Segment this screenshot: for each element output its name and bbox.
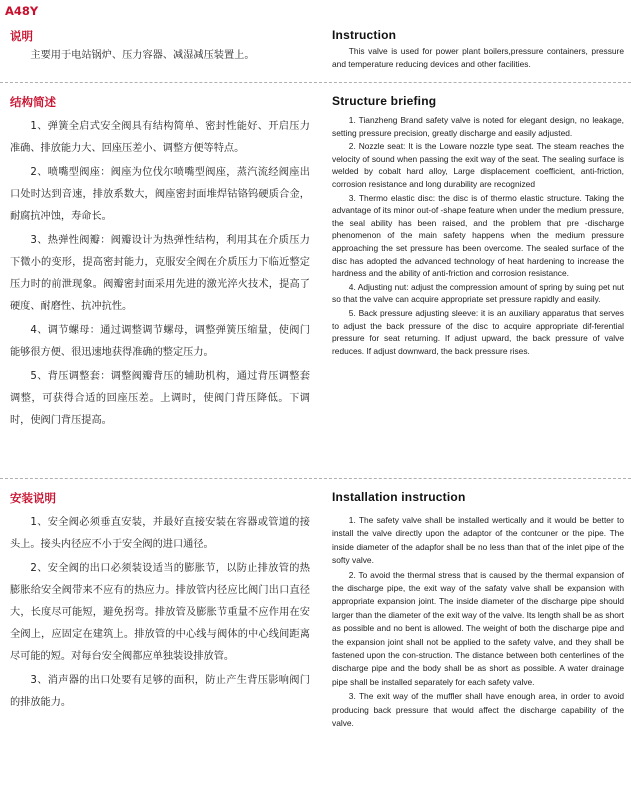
en-structure-heading: Structure briefing [332,94,437,108]
zh-installation-heading: 安装说明 [10,491,56,505]
en-instruction-heading: Instruction [332,28,397,42]
en-structure-item: 5. Back pressure adjusting sleeve: it is an auxiliary apparatus that serves to adjust the back pressure of the disc to acquire appropriate dif-ferential pressure for seat returning. If adjust upward, the back pressure of valve reduces. If adjust downward, the back pressure rises. [332,307,624,356]
zh-installation-item: 1、安全阀必须垂直安装，并最好直接安装在容器或管道的接头上。接头内径应不小于安全阀的进口通径。 [10,517,310,550]
en-installation-section [332,490,624,731]
section-divider [0,82,631,83]
en-structure-item: 3. Thermo elastic disc: the disc is of thermo elastic structure. Taking the advantage of its minor out-of -shape feature when under the medium pressure, the seal ability has been raised, and the problem that pre -discharge phenomenon of the main safety happens when the medium pressure approaching the set pressure has been overcome. The sealed surface of the disc has adopted the advanced technology of heat hardening to increase the hardness and the ability of anti-friction and corrosion resistance. [332,192,624,279]
zh-structure-heading: 结构简述 [10,95,56,109]
zh-structure-item: 4、调节螺母：通过调整调节螺母，调整弹簧压缩量，使阀门能够很方便、很迅速地获得准确的整定压力。 [10,325,310,358]
en-installation-item: 3. The exit way of the muffler shall have enough area, in order to avoid producing back pressure that would affect the discharge capability of the valve. [332,691,624,729]
zh-structure-item: 3、热弹性阀瓣：阀瓣设计为热弹性结构，利用其在介质压力下微小的变形，提高密封能力，克服安全阀在介质压力下临近整定压力时的前泄现象。阀瓣密封面采用先进的激光淬火技术，提高了硬度、耐磨性、抗冲抗性。 [10,235,310,312]
zh-installation-section [10,490,310,714]
en-instruction-section [332,28,624,70]
en-installation-heading: Installation instruction [332,490,466,504]
zh-structure-item: 2、喷嘴型阀座：阀座为位伐尔喷嘴型阀座，蒸汽流经阀座出口处时达到音速，排放系数大，阀座密封面堆焊钴铬钨硬质合金，耐腐抗冲蚀，寿命长。 [10,167,310,222]
en-installation-item: 1. The safety valve shall be installed wertically and it would be better to install the valve directly upon the adaptor of the contcuner or the pipe. The inside diameter of the adapfor shall be no less than that of the inlet pipe of the softy valve. [332,515,624,566]
en-structure-item: 2. Nozzle seat: It is the Loware nozzle type seat. The steam reaches the velocity of sound when passing the exit way of the seat. The sealing surface is welded by cobalt hard alloy, Large displacement coefficient, anti-friction, corrosion resistance and long durability are recognized [332,141,624,189]
en-instruction-text: This valve is used for power plant boilers,pressure containers, pressure and temperature reducing devices and other facilities. [332,46,624,69]
en-structure-section [332,94,624,357]
zh-structure-section [10,94,310,432]
en-installation-item: 2. To avoid the thermal stress that is caused by the thermal expansion of the discharge pipe, the exit way of the safaty valve shall be expansion with appropriate expansion joint. The inside diameter of the discharge pipe should larger than the diameter of the exit way of the valve. Its length shall be as short as possible and no bent is allowed. The weight of both the discharge pipe and the expansion joint shall not be applied to the safety valve, and they shall be fastened upon the con-struction. The distance between both centerlines of the discharge pipe and the body shall be as short as possible. A water drainage pipe shall be installed separately for each safety valve. [332,569,624,687]
zh-description-heading: 说明 [10,29,33,43]
zh-structure-item: 5、背压调整套：调整阀瓣背压的辅助机构，通过背压调整套调整，可获得合适的回座压差。上调时，使阀门背压降低。下调时，使阀门背压提高。 [10,371,310,426]
zh-structure-item: 1、弹簧全启式安全阀具有结构简单、密封性能好、开启压力准确、排放能力大、回座压差小、调整方便等特点。 [10,121,310,154]
zh-installation-item: 3、消声器的出口处要有足够的面积，防止产生背压影响阀门的排放能力。 [10,675,310,708]
section-divider [0,478,631,479]
en-structure-item: 4. Adjusting nut: adjust the compression amount of spring by suing pet nut so that the valve can acquire appropriate set pressure rapidly and easily. [332,281,624,305]
model-number: A48Y [5,4,39,18]
en-structure-item: 1. Tianzheng Brand safety valve is noted for elegant design, no leakage, setting pressure precision, greatly discharge and easily adjusted. [332,115,624,138]
zh-installation-item: 2、安全阀的出口必须装设适当的膨胀节，以防止排放管的热膨胀给安全阀带来不应有的热应力。排放管内径应比阀门出口直径大，长度尽可能短，避免拐弯。排放管及膨胀节重量不应作用在安全阀上，应固定在建筑上。排放管的中心线与阀体的中心线间距离尽可能的短。对每台安全阀都应单独装设排放管。 [10,563,310,662]
zh-description-section [10,28,310,67]
zh-description-text: 主要用于电站锅炉、压力容器、减湿减压装置上。 [30,50,255,61]
